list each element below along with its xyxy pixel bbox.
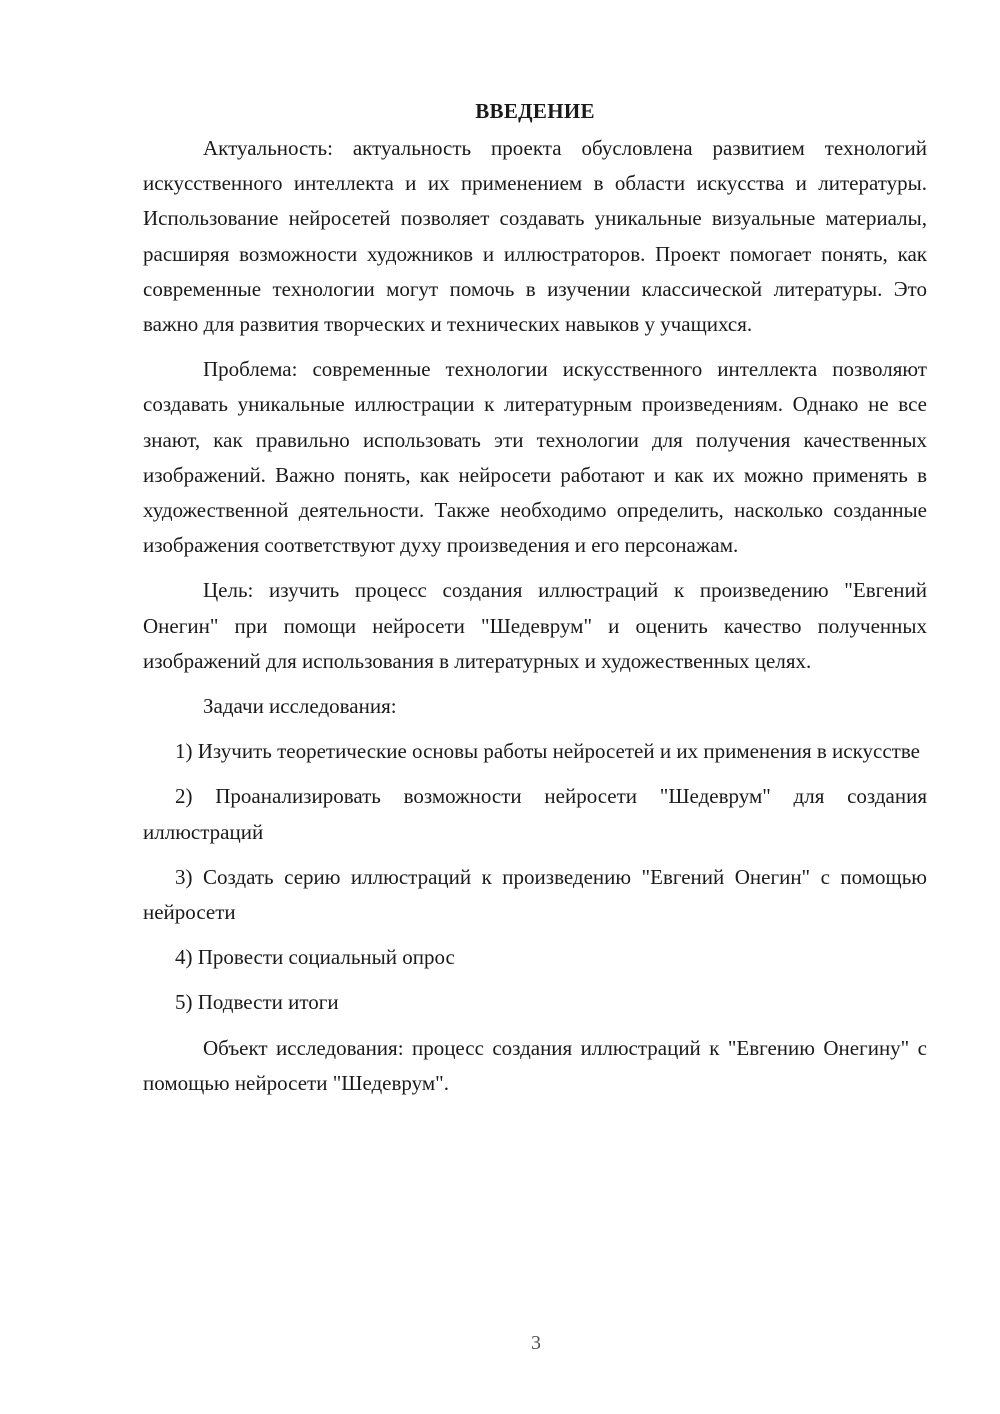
task-item-2: 2) Проанализировать возможности нейросети "Шедеврум" для создания иллюстраций <box>143 784 927 844</box>
page-title: ВВЕДЕНИЕ <box>475 99 595 123</box>
task-item-4: 4) Провести социальный опрос <box>175 945 455 970</box>
paragraph-goal: Цель: изучить процесс создания иллюстраций к произведению "Евгений Онегин" при помощи нейросети "Шедеврум" и оценить качество полученных изображений для использования в литературных и художественных целях. <box>143 578 927 673</box>
tasks-heading: Задачи исследования: <box>203 694 397 719</box>
paragraph-problem: Проблема: современные технологии искусственного интеллекта позволяют создавать уникальные иллюстрации к литературным произведениям. Однако не все знают, как правильно использовать эти технологии для получения качественных изображений. Важно понять, как нейросети работают и как их можно применять в художественной деятельности. Также необходимо определить, насколько созданные изображения соответствуют духу произведения и его персонажам. <box>143 357 927 558</box>
task-item-1: 1) Изучить теоретические основы работы нейросетей и их применения в искусстве <box>175 739 920 764</box>
paragraph-relevance: Актуальность: актуальность проекта обусловлена развитием технологий искусственного интеллекта и их применением в области искусства и литературы. Использование нейросетей позволяет создавать уникальные визуальные материалы, расширяя возможности художников и иллюстраторов. Проект помогает понять, как современные технологии могут помочь в изучении классической литературы. Это важно для развития творческих и технических навыков у учащихся. <box>143 136 927 337</box>
page-number: 3 <box>531 1332 541 1354</box>
paragraph-object: Объект исследования: процесс создания иллюстраций к "Евгению Онегину" с помощью нейросети "Шедеврум". <box>143 1035 927 1095</box>
task-item-5: 5) Подвести итоги <box>175 990 339 1015</box>
document-page <box>143 95 927 1111</box>
task-item-3: 3) Создать серию иллюстраций к произведению "Евгений Онегин" с помощью нейросети <box>143 864 927 925</box>
